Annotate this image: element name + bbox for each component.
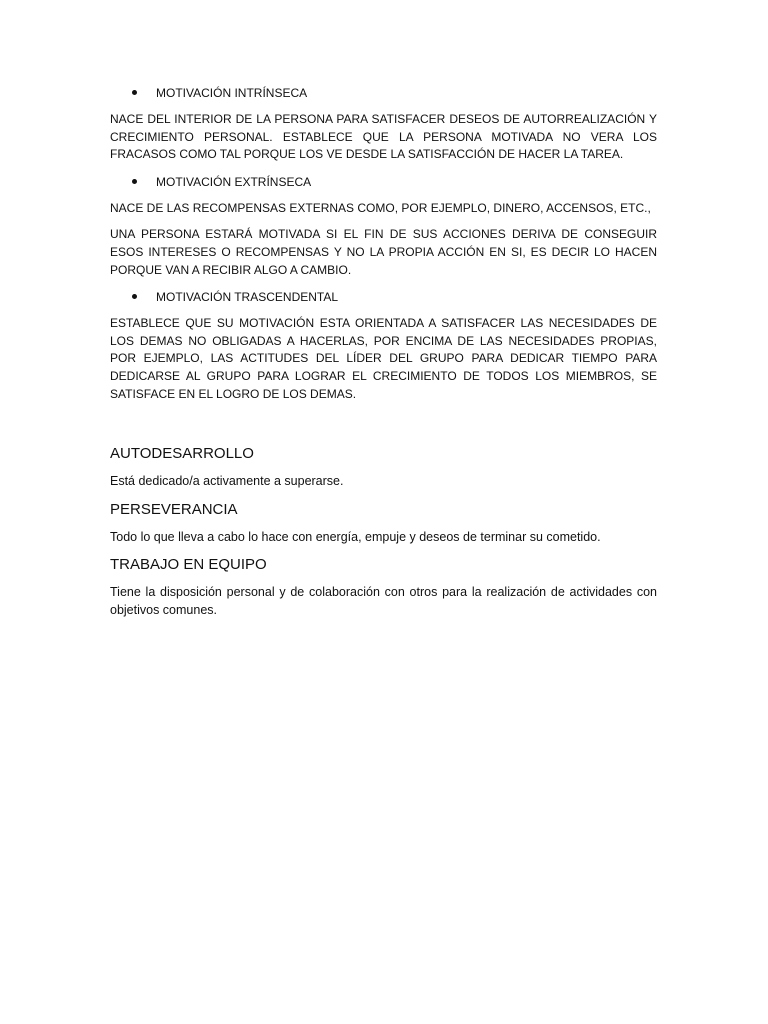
- bullet-motivacion-intrinseca: [110, 84, 657, 102]
- heading-trabajo-en-equipo: TRABAJO EN EQUIPO: [110, 556, 267, 574]
- bullet-label: MOTIVACIÓN TRASCENDENTAL: [156, 290, 339, 305]
- paragraph-perseverancia: Todo lo que lleva a cabo lo hace con energía, empuje y deseos de terminar su cometido.: [110, 529, 601, 544]
- bullet-label: MOTIVACIÓN EXTRÍNSECA: [156, 174, 312, 189]
- heading-autodesarrollo: AUTODESARROLLO: [110, 445, 254, 463]
- bullet-motivacion-trascendental: [110, 288, 657, 306]
- bullet-dot-icon: [132, 179, 137, 184]
- paragraph-intrinseca: NACE DEL INTERIOR DE LA PERSONA PARA SATISFACER DESEOS DE AUTORREALIZACIÓN Y CRECIMIENTO PERSONAL. ESTABLECE QUE LA PERSONA MOTIVADA NO VERA LOS FRACASOS COMO TAL PORQUE LOS VE DESDE LA SATISFACCIÓN DE HACER LA TAREA.: [110, 112, 657, 162]
- blank-line: [110, 412, 657, 444]
- bullet-motivacion-extrinseca: [110, 173, 657, 191]
- bullet-label: MOTIVACIÓN INTRÍNSECA: [156, 86, 308, 100]
- bullet-dot-icon: [132, 90, 137, 95]
- paragraph-trabajo-en-equipo: Tiene la disposición personal y de colaboración con otros para la realización de actividades con objetivos comunes.: [110, 585, 657, 617]
- document-page: [110, 84, 657, 629]
- paragraph-trascendental: ESTABLECE QUE SU MOTIVACIÓN ESTA ORIENTADA A SATISFACER LAS NECESIDADES DE LOS DEMAS NO OBLIGADAS A HACERLAS, POR ENCIMA DE LAS NECESIDADES PROPIAS, POR EJEMPLO, LAS ACTITUDES DEL LÍDER DEL GRUPO PARA DEDICAR TIEMPO PARA DEDICARSE AL GRUPO PARA LOGRAR EL CRECIMIENTO DE TODOS LOS MIEMBROS, SE SATISFACE EN EL LOGRO DE LOS DEMAS.: [110, 316, 657, 401]
- heading-perseverancia: PERSEVERANCIA: [110, 500, 238, 518]
- paragraph-autodesarrollo: Está dedicado/a activamente a superarse.: [110, 474, 344, 489]
- paragraph-extrinseca-1: NACE DE LAS RECOMPENSAS EXTERNAS COMO, POR EJEMPLO, DINERO, ACCENSOS, ETC.,: [110, 200, 651, 215]
- paragraph-extrinseca-2: UNA PERSONA ESTARÁ MOTIVADA SI EL FIN DE SUS ACCIONES DERIVA DE CONSEGUIR ESOS INTERESES O RECOMPENSAS Y NO LA PROPIA ACCIÓN EN SI, ES DECIR LO HACEN PORQUE VAN A RECIBIR ALGO A CAMBIO.: [110, 227, 657, 277]
- bullet-dot-icon: [132, 294, 137, 299]
